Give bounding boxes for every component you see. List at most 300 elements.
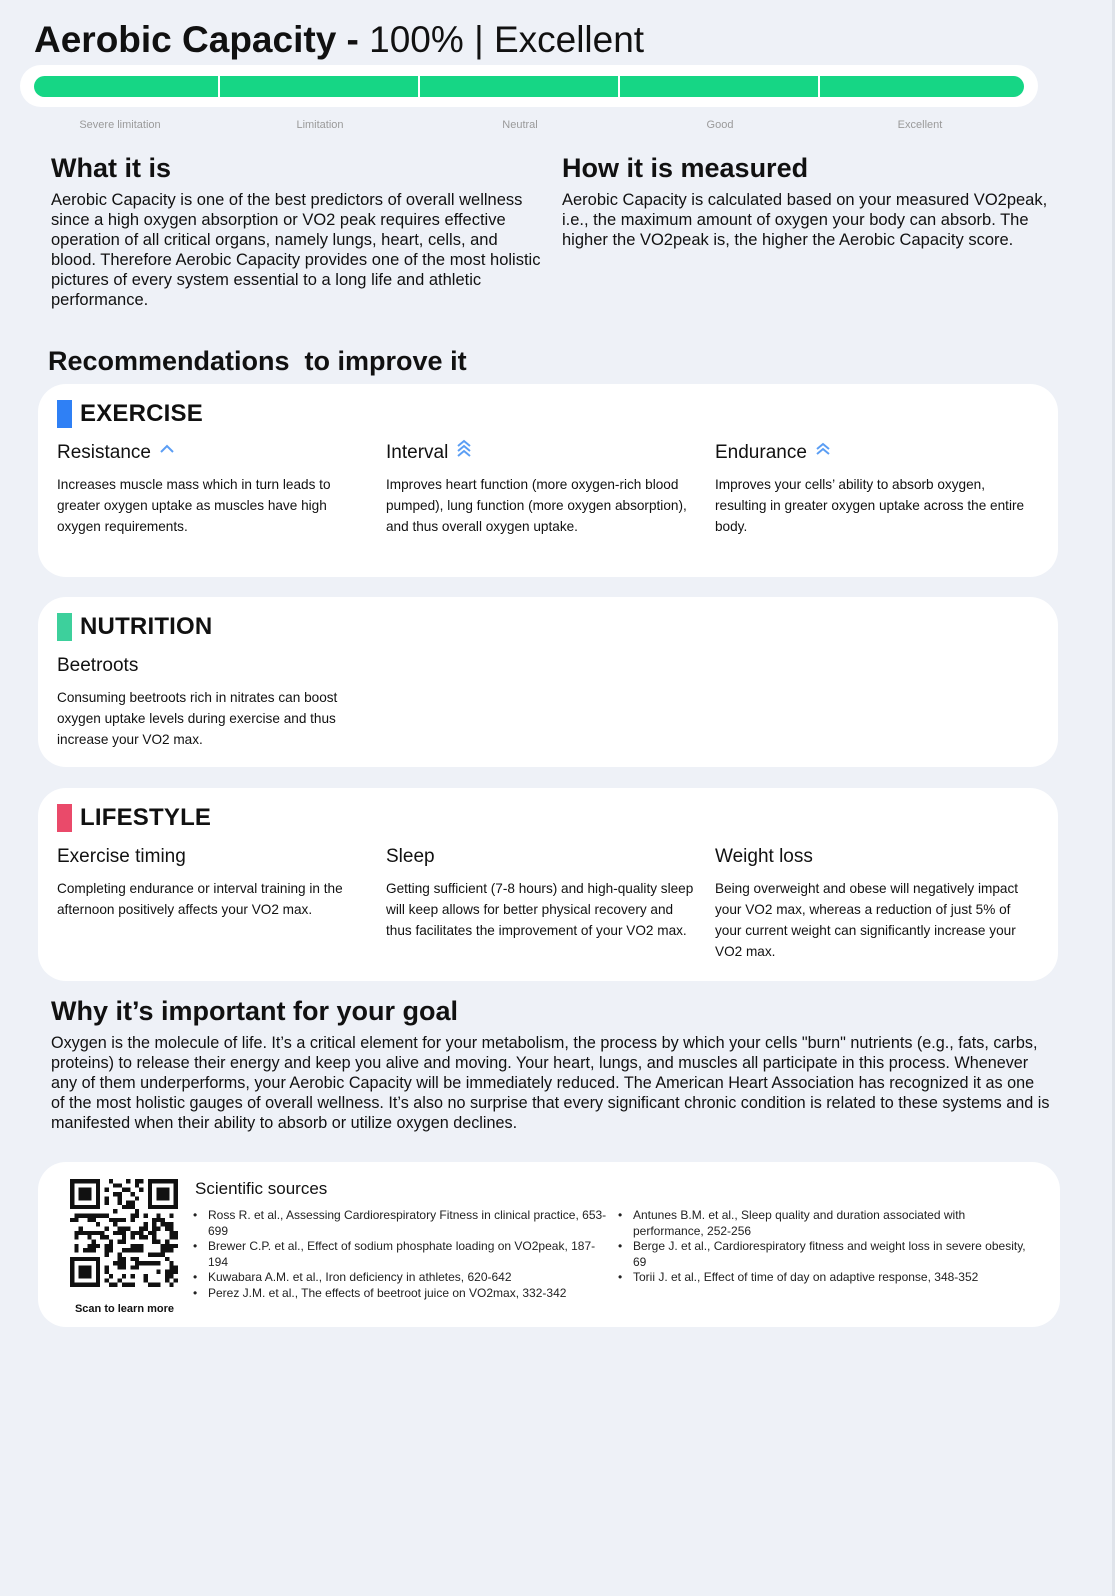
qr-module: [152, 1205, 156, 1209]
qr-module: [118, 1231, 122, 1235]
qr-module: [174, 1265, 178, 1269]
qr-module: [122, 1274, 126, 1278]
qr-module: [79, 1257, 83, 1261]
qr-module: [156, 1192, 160, 1196]
qr-module: [139, 1227, 143, 1231]
qr-module: [105, 1270, 109, 1274]
qr-module: [79, 1274, 83, 1278]
lifestyle-card: [38, 788, 1058, 981]
how-measured-heading: How it is measured: [562, 153, 809, 183]
qr-module: [139, 1248, 143, 1252]
qr-module: [113, 1183, 117, 1187]
qr-module: [122, 1265, 126, 1269]
qr-module: [79, 1265, 83, 1269]
scale-divider: [418, 76, 420, 97]
qr-module: [135, 1179, 139, 1183]
qr-module: [139, 1244, 143, 1248]
qr-module: [152, 1235, 156, 1239]
qr-module: [126, 1227, 130, 1231]
sources-list-left: [192, 1208, 607, 1301]
qr-module: [161, 1222, 165, 1226]
score-scale: [20, 65, 1038, 107]
qr-module: [152, 1231, 156, 1235]
qr-module: [87, 1192, 91, 1196]
qr-module: [161, 1205, 165, 1209]
qr-module: [70, 1274, 74, 1278]
scale-label-neutral: Neutral: [502, 119, 538, 131]
source-item: • Brewer C.P. et al., Effect of sodium phosphate loading on VO2peak, 187-194: [192, 1239, 607, 1270]
qr-module: [113, 1192, 117, 1196]
qr-module: [96, 1205, 100, 1209]
exercise-marker: [57, 400, 72, 428]
qr-module: [96, 1196, 100, 1200]
qr-module: [148, 1283, 152, 1287]
sources-list-right: [617, 1208, 1037, 1286]
qr-module: [92, 1231, 96, 1235]
qr-module: [70, 1283, 74, 1287]
qr-module: [87, 1257, 91, 1261]
qr-module: [126, 1201, 130, 1205]
nutrition-item-beetroots: [57, 655, 372, 750]
qr-module: [83, 1265, 87, 1269]
qr-module: [135, 1214, 139, 1218]
qr-module: [135, 1231, 139, 1235]
qr-code[interactable]: [70, 1179, 178, 1287]
qr-module: [87, 1270, 91, 1274]
lifestyle-item-title: Sleep: [386, 846, 435, 867]
qr-module: [143, 1274, 147, 1278]
exercise-item-text: Increases muscle mass which in turn leads to greater oxygen uptake as muscles have high oxygen requirements.: [57, 477, 331, 534]
qr-module: [169, 1222, 173, 1226]
qr-module: [109, 1283, 113, 1287]
qr-module: [96, 1261, 100, 1265]
qr-module: [79, 1227, 83, 1231]
title-score: 100% | Excellent: [369, 19, 645, 60]
qr-module: [118, 1183, 122, 1187]
qr-module: [169, 1214, 173, 1218]
qr-module: [174, 1244, 178, 1248]
qr-module: [113, 1283, 117, 1287]
qr-module: [87, 1188, 91, 1192]
qr-module: [87, 1205, 91, 1209]
qr-module: [83, 1257, 87, 1261]
qr-module: [118, 1257, 122, 1261]
qr-module: [165, 1222, 169, 1226]
qr-module: [113, 1222, 117, 1226]
qr-module: [83, 1188, 87, 1192]
qr-module: [174, 1188, 178, 1192]
qr-module: [130, 1248, 134, 1252]
qr-module: [105, 1235, 109, 1239]
qr-module: [130, 1283, 134, 1287]
qr-module: [83, 1274, 87, 1278]
scale-label-severe: Severe limitation: [79, 119, 161, 131]
qr-module: [122, 1257, 126, 1261]
qr-module: [122, 1261, 126, 1265]
qr-module: [126, 1179, 130, 1183]
qr-module: [83, 1231, 87, 1235]
qr-module: [126, 1248, 130, 1252]
qr-module: [174, 1183, 178, 1187]
what-it-is-heading: What it is: [51, 153, 171, 183]
qr-module: [70, 1261, 74, 1265]
qr-module: [92, 1218, 96, 1222]
qr-module: [96, 1222, 100, 1226]
qr-module: [74, 1218, 78, 1222]
qr-module: [161, 1218, 165, 1222]
nutrition-card: [38, 597, 1058, 767]
qr-module: [83, 1192, 87, 1196]
qr-module: [87, 1196, 91, 1200]
qr-module: [96, 1179, 100, 1183]
qr-module: [96, 1201, 100, 1205]
qr-module: [83, 1214, 87, 1218]
qr-module: [74, 1257, 78, 1261]
qr-module: [70, 1257, 74, 1261]
exercise-card: [38, 384, 1058, 577]
title-metric: Aerobic Capacity -: [34, 19, 370, 60]
qr-module: [161, 1192, 165, 1196]
recommendations-heading: Recommendations to improve it: [48, 346, 467, 376]
qr-module: [96, 1257, 100, 1261]
qr-module: [105, 1265, 109, 1269]
qr-module: [148, 1188, 152, 1192]
qr-module: [148, 1192, 152, 1196]
qr-module: [169, 1265, 173, 1269]
qr-module: [139, 1261, 143, 1265]
qr-module: [92, 1244, 96, 1248]
qr-module: [148, 1231, 152, 1235]
qr-module: [92, 1239, 96, 1243]
qr-module: [169, 1244, 173, 1248]
qr-module: [161, 1252, 165, 1256]
qr-module: [148, 1205, 152, 1209]
qr-module: [165, 1196, 169, 1200]
qr-module: [79, 1188, 83, 1192]
qr-module: [92, 1214, 96, 1218]
qr-module: [122, 1188, 126, 1192]
qr-module: [148, 1183, 152, 1187]
lifestyle-title: LIFESTYLE: [80, 804, 212, 831]
qr-module: [70, 1188, 74, 1192]
why-important-heading: Why it’s important for your goal: [51, 996, 459, 1026]
qr-module: [79, 1196, 83, 1200]
qr-module: [74, 1283, 78, 1287]
qr-module: [79, 1283, 83, 1287]
qr-module: [118, 1278, 122, 1282]
qr-module: [70, 1205, 74, 1209]
qr-module: [100, 1235, 104, 1239]
lifestyle-item-exercise-timing: [57, 846, 372, 920]
qr-module: [143, 1222, 147, 1226]
qr-module: [96, 1188, 100, 1192]
source-item: • Ross R. et al., Assessing Cardiorespiratory Fitness in clinical practice, 653-699: [192, 1208, 607, 1239]
qr-module: [74, 1179, 78, 1183]
qr-module: [96, 1192, 100, 1196]
qr-module: [156, 1227, 160, 1231]
qr-module: [156, 1188, 160, 1192]
scale-label-excellent: Excellent: [897, 119, 943, 131]
qr-module: [70, 1270, 74, 1274]
qr-module: [130, 1192, 134, 1196]
qr-module: [70, 1192, 74, 1196]
qr-module: [174, 1201, 178, 1205]
qr-module: [92, 1179, 96, 1183]
qr-module: [79, 1270, 83, 1274]
qr-module: [92, 1257, 96, 1261]
lifestyle-marker: [57, 804, 72, 832]
qr-module: [96, 1274, 100, 1278]
lifestyle-item-title: Exercise timing: [57, 846, 186, 867]
page-title: [34, 18, 644, 62]
qr-module: [143, 1261, 147, 1265]
qr-module: [83, 1248, 87, 1252]
exercise-item-title: Endurance: [715, 442, 807, 463]
qr-module: [130, 1201, 134, 1205]
qr-module: [174, 1192, 178, 1196]
qr-module: [113, 1209, 117, 1213]
qr-module: [118, 1239, 122, 1243]
scale-divider: [218, 76, 220, 97]
chevron-up-icon: [159, 443, 175, 455]
qr-module: [148, 1252, 152, 1256]
exercise-item-resistance: [57, 442, 372, 537]
qr-module: [169, 1231, 173, 1235]
qr-module: [100, 1214, 104, 1218]
score-bar: [34, 76, 1024, 97]
qr-module: [169, 1205, 173, 1209]
how-measured-text: Aerobic Capacity is calculated based on your measured VO2peak, i.e., the maximum amount of oxygen your body can absorb. The higher the VO2peak is, the higher the Aerobic Capacity score.: [562, 191, 1048, 249]
qr-module: [156, 1218, 160, 1222]
qr-module: [118, 1252, 122, 1256]
nutrition-marker: [57, 613, 72, 641]
qr-module: [74, 1244, 78, 1248]
qr-module: [143, 1235, 147, 1239]
qr-module: [152, 1227, 156, 1231]
qr-module: [169, 1261, 173, 1265]
qr-module: [165, 1239, 169, 1243]
source-item: • Antunes B.M. et al., Sleep quality and duration associated with performance, 252-256: [617, 1208, 1037, 1239]
lifestyle-item-text: Completing endurance or interval training in the afternoon positively affects your VO2 max.: [57, 881, 343, 917]
qr-module: [165, 1244, 169, 1248]
qr-module: [87, 1214, 91, 1218]
qr-module: [152, 1252, 156, 1256]
qr-module: [96, 1283, 100, 1287]
qr-module: [130, 1244, 134, 1248]
qr-module: [165, 1192, 169, 1196]
qr-module: [122, 1283, 126, 1287]
nutrition-card-header: [57, 613, 212, 641]
lifestyle-item-text: Getting sufficient (7-8 hours) and high-quality sleep will keep allows for better physical recovery and thus facilitates the improvement of your VO2 max.: [386, 881, 694, 938]
nutrition-item-text: Consuming beetroots rich in nitrates can boost oxygen uptake levels during exercise and thus increase your VO2 max.: [57, 690, 338, 747]
qr-module: [139, 1188, 143, 1192]
qr-module: [135, 1265, 139, 1269]
qr-module: [130, 1235, 134, 1239]
qr-module: [87, 1244, 91, 1248]
qr-module: [92, 1205, 96, 1209]
qr-module: [70, 1265, 74, 1269]
qr-module: [122, 1248, 126, 1252]
qr-module: [126, 1283, 130, 1287]
qr-module: [70, 1218, 74, 1222]
scale-labels: [20, 119, 1038, 133]
qr-module: [122, 1231, 126, 1235]
source-item: • Perez J.M. et al., The effects of beetroot juice on VO2max, 332-342: [192, 1286, 607, 1302]
qr-module: [130, 1214, 134, 1218]
qr-module: [118, 1265, 122, 1269]
qr-module: [148, 1261, 152, 1265]
qr-module: [105, 1188, 109, 1192]
nutrition-item-title: Beetroots: [57, 655, 139, 676]
qr-module: [118, 1218, 122, 1222]
qr-module: [96, 1244, 100, 1248]
qr-module: [148, 1179, 152, 1183]
qr-module: [70, 1201, 74, 1205]
qr-module: [122, 1205, 126, 1209]
qr-module: [87, 1265, 91, 1269]
what-it-is-section: [51, 152, 541, 310]
qr-module: [92, 1248, 96, 1252]
qr-module: [156, 1283, 160, 1287]
qr-module: [139, 1231, 143, 1235]
qr-module: [83, 1270, 87, 1274]
qr-module: [126, 1205, 130, 1209]
qr-module: [113, 1261, 117, 1265]
qr-module: [135, 1196, 139, 1200]
exercise-title: EXERCISE: [80, 400, 203, 427]
qr-caption: Scan to learn more: [74, 1303, 175, 1315]
qr-module: [118, 1192, 122, 1196]
exercise-item-interval: [386, 442, 701, 537]
qr-module: [156, 1214, 160, 1218]
sources-title: Scientific sources: [195, 1179, 328, 1198]
qr-module: [79, 1231, 83, 1235]
qr-module: [152, 1261, 156, 1265]
sources-card: [38, 1162, 1060, 1327]
exercise-item-endurance: [715, 442, 1030, 537]
qr-module: [139, 1235, 143, 1239]
exercise-item-title: Interval: [386, 442, 449, 463]
qr-module: [165, 1205, 169, 1209]
qr-module: [148, 1196, 152, 1200]
why-important-section: [51, 995, 1051, 1133]
qr-module: [113, 1231, 117, 1235]
qr-module: [79, 1205, 83, 1209]
triple-chevron-up-icon: [456, 439, 472, 459]
source-item: • Berge J. et al., Cardiorespiratory fitness and weight loss in severe obesity, 69: [617, 1239, 1037, 1270]
qr-module: [161, 1188, 165, 1192]
qr-module: [87, 1274, 91, 1278]
qr-module: [169, 1270, 173, 1274]
why-important-text: Oxygen is the molecule of life. It’s a critical element for your metabolism, the process by which your cells "burn" nutrients (e.g., fats, carbs, proteins) to release their energy and keep you alive and moving. Your heart, lungs, and muscles all participate in this process. Whenever any of them underperforms, your Aerobic Capacity will be immediately reduced. The American Heart Association has recognized it as one of the most holistic gauges of overall wellness. It’s also no surprise that every significant chronic condition is related to these systems and is manifested when their ability to absorb or utilize oxygen declines.: [51, 1034, 1050, 1132]
qr-module: [105, 1248, 109, 1252]
qr-module: [122, 1227, 126, 1231]
qr-module: [96, 1265, 100, 1269]
qr-module: [79, 1192, 83, 1196]
qr-module: [156, 1270, 160, 1274]
qr-module: [109, 1218, 113, 1222]
qr-module: [165, 1274, 169, 1278]
qr-module: [83, 1179, 87, 1183]
qr-module: [143, 1278, 147, 1282]
qr-module: [161, 1244, 165, 1248]
qr-module: [74, 1235, 78, 1239]
qr-module: [96, 1214, 100, 1218]
qr-module: [156, 1252, 160, 1256]
qr-module: [161, 1196, 165, 1200]
qr-module: [174, 1205, 178, 1209]
nutrition-title: NUTRITION: [80, 613, 213, 640]
qr-module: [156, 1196, 160, 1200]
how-measured-section: [562, 152, 1052, 250]
qr-module: [70, 1183, 74, 1187]
qr-module: [174, 1231, 178, 1235]
qr-module: [96, 1270, 100, 1274]
qr-module: [92, 1283, 96, 1287]
exercise-item-text: Improves heart function (more oxygen-rich blood pumped), lung function (more oxygen absorption), and thus overall oxygen uptake.: [386, 477, 687, 534]
qr-module: [96, 1278, 100, 1282]
qr-module: [83, 1205, 87, 1209]
exercise-item-title: Resistance: [57, 442, 151, 463]
qr-module: [122, 1218, 126, 1222]
qr-module: [169, 1235, 173, 1239]
qr-module: [143, 1214, 147, 1218]
qr-module: [74, 1231, 78, 1235]
qr-module: [87, 1179, 91, 1183]
qr-module: [118, 1227, 122, 1231]
qr-module: [174, 1196, 178, 1200]
qr-module: [130, 1274, 134, 1278]
qr-module: [96, 1183, 100, 1187]
qr-module: [100, 1231, 104, 1235]
qr-module: [165, 1188, 169, 1192]
qr-module: [105, 1278, 109, 1282]
qr-module: [169, 1274, 173, 1278]
qr-module: [135, 1257, 139, 1261]
qr-module: [135, 1244, 139, 1248]
lifestyle-item-sleep: [386, 846, 701, 941]
lifestyle-item-title: Weight loss: [715, 846, 813, 867]
qr-module: [105, 1214, 109, 1218]
exercise-card-header: [57, 400, 203, 428]
qr-module: [105, 1196, 109, 1200]
qr-module: [83, 1283, 87, 1287]
qr-module: [130, 1231, 134, 1235]
qr-module: [96, 1231, 100, 1235]
qr-module: [79, 1214, 83, 1218]
qr-module: [109, 1244, 113, 1248]
qr-module: [174, 1270, 178, 1274]
qr-module: [165, 1270, 169, 1274]
qr-module: [122, 1235, 126, 1239]
qr-module: [174, 1235, 178, 1239]
qr-module: [74, 1205, 78, 1209]
scale-divider: [618, 76, 620, 97]
qr-module: [118, 1196, 122, 1200]
qr-module: [70, 1179, 74, 1183]
qr-module: [156, 1205, 160, 1209]
qr-module: [105, 1227, 109, 1231]
qr-module: [135, 1183, 139, 1187]
qr-module: [70, 1196, 74, 1200]
qr-module: [165, 1248, 169, 1252]
qr-module: [74, 1248, 78, 1252]
qr-module: [174, 1179, 178, 1183]
qr-module: [152, 1218, 156, 1222]
qr-module: [70, 1278, 74, 1282]
qr-module: [109, 1274, 113, 1278]
source-item: • Torii J. et al., Effect of time of day on adaptive response, 348-352: [617, 1270, 1037, 1286]
